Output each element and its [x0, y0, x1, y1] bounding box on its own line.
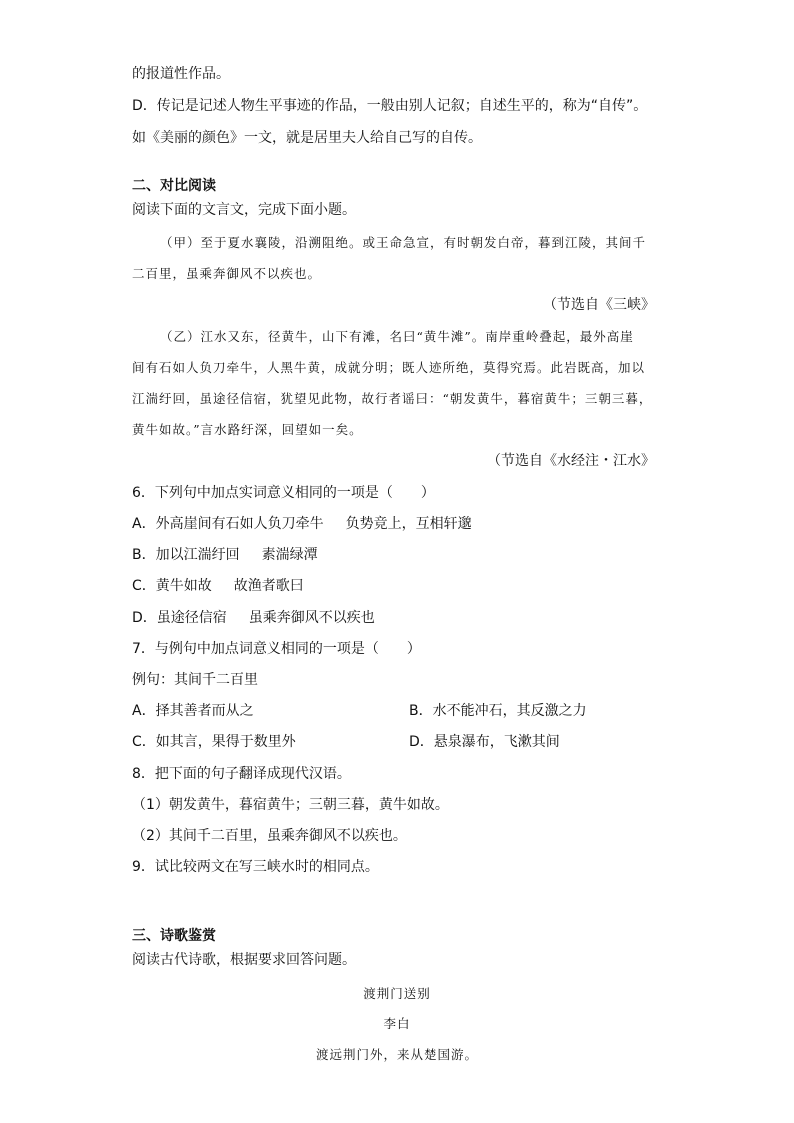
option-a-sentence-2: 负势竞上，互相轩邈: [345, 516, 472, 532]
question-6-option-a: [132, 514, 472, 534]
option-b-sentence-2: 素湍绿潭: [261, 547, 318, 563]
poem-title: 渡荆门送别: [363, 986, 431, 1001]
question-8-stem: 8．把下面的句子翻译成现代汉语。: [132, 766, 351, 782]
question-7-option-c: C．如其言，果得于数里外: [132, 734, 296, 750]
passage-jia-line-1: （甲）至于夏水襄陵，沿溯阻绝。或王命急宣，有时朝发白帝，暮到江陵，其间千: [160, 235, 647, 250]
question-6-option-c: [132, 576, 304, 596]
question-9-stem: 9．试比较两文在写三峡水时的相同点。: [132, 859, 379, 875]
question-6-stem: 6．下列句中加点实词意义相同的一项是（ ）: [132, 485, 435, 501]
option-b-sentence-1: B．加以江湍纡回: [132, 547, 240, 563]
passage-jia-source: （节选自《三峡》: [543, 297, 655, 313]
passage-yi-line-2: 间有石如人负刀牵牛，人黑牛黄，成就分明；既人迹所绝，莫得究焉。此岩既高，加以: [132, 360, 646, 375]
passage-jia-line-2: 二百里，虽乘奔御风不以疾也。: [132, 266, 322, 281]
option-d-sentence-1: D．虽途径信宿: [132, 610, 227, 626]
option-a-sentence-1: A．外高崖间有石如人负刀牵牛: [132, 516, 324, 532]
option-c-sentence-2: 故渔者歌曰: [233, 578, 304, 594]
question-6-option-d: [132, 608, 375, 628]
section3-instruction: 阅读古代诗歌，根据要求回答问题。: [132, 952, 356, 968]
poem-line-1: 渡远荆门外，来从楚国游。: [315, 1047, 478, 1062]
question-7-stem: 7．与例句中加点词意义相同的一项是（ ）: [132, 641, 421, 657]
section2-title: 二、对比阅读: [132, 178, 216, 194]
question-7-option-a: A．择其善者而从之: [132, 703, 254, 719]
question-6-option-b: [132, 545, 318, 565]
intro-line-3: 如《美丽的颜色》一文，就是居里夫人给自己写的自传。: [132, 130, 482, 146]
option-d-line: D．传记是记述人物生平事迹的作品，一般由别人记叙；自述生平的，称为“自传”。: [132, 98, 648, 114]
passage-yi-source: （节选自《水经注・江水》: [487, 453, 655, 469]
question-7-option-d: D．悬泉瀑布，飞漱其间: [409, 734, 560, 750]
question-7-example: 例句：其间千二百里: [132, 672, 258, 688]
question-8-sentence-2: （2）其间千二百里，虽乘奔御风不以疾也。: [132, 828, 407, 844]
option-c-sentence-1: C．黄牛如故: [132, 578, 212, 594]
passage-yi-line-4: 黄牛如故。”言水路纡深，回望如一矣。: [132, 422, 363, 437]
option-d-sentence-2: 虽乘奔御风不以疾也: [248, 610, 375, 626]
section2-instruction: 阅读下面的文言文，完成下面小题。: [132, 202, 356, 218]
passage-yi-line-3: 江湍纡回，虽途径信宿，犹望见此物，故行者谣曰：“朝发黄牛，暮宿黄牛；三朝三暮，: [132, 391, 653, 406]
section3-title: 三、诗歌鉴赏: [132, 928, 216, 944]
poem-author: 李白: [383, 1016, 411, 1031]
intro-line-1: 的报道性作品。: [132, 66, 230, 82]
question-7-option-b: B．水不能冲石，其反激之力: [409, 703, 587, 719]
question-8-sentence-1: （1）朝发黄牛，暮宿黄牛；三朝三暮，黄牛如故。: [132, 797, 449, 813]
passage-yi-line-1: （乙）江水又东，径黄牛，山下有滩，名曰“黄牛滩”。南岸重岭叠起，最外高崖: [160, 329, 634, 344]
